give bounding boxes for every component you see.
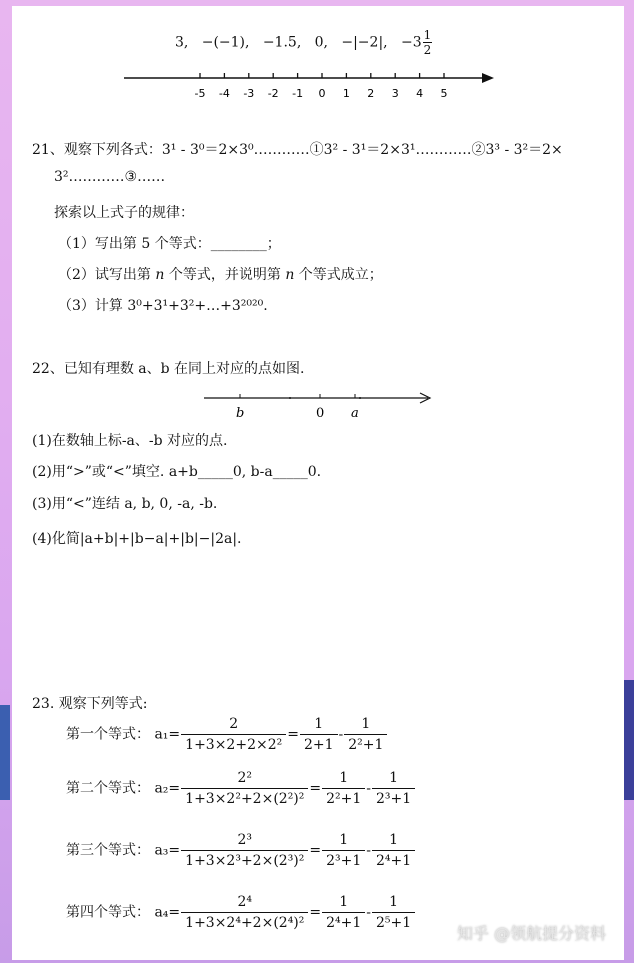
tick-label: 2 — [367, 87, 375, 100]
second-term: $\frac{1}{\text{2⁵+1}}$ — [372, 892, 415, 933]
q21-title: 21、观察下列各式：3¹ - 3⁰＝2×3⁰…………①3² - 3¹＝2×3¹…………②3³ - 3²＝2× — [32, 142, 563, 158]
number-item: 3, — [175, 34, 189, 51]
q22-title: 22、已知有理数 a、b 在同上对应的点如图. — [32, 361, 305, 377]
second-term: $\frac{1}{\text{2²+1}}$ — [344, 714, 387, 755]
first-term: $\frac{1}{2+1}$ — [300, 714, 338, 755]
tick-label: 4 — [416, 87, 424, 100]
q21-part1: （1）写出第 5 个等式：________； — [58, 236, 281, 252]
q21-explore: 探索以上式子的规律： — [54, 205, 194, 221]
q23-equation-2: 第二个等式： a₂= $\frac{\text{2²}}{\text{1+3×2²+2×(2²)²}}$ = $\frac{1}{\text{2²+1}}$ - $\frac{1}{\text{2³+1}}$ — [66, 768, 416, 809]
equation-label: 第四个等式： — [66, 904, 150, 921]
tick-label: -1 — [292, 87, 304, 100]
worksheet-page — [12, 6, 624, 960]
q23-equation-1: 第一个等式： a₁= $\frac{2}{\text{1+3×2+2×2²}}$ = $\frac{1}{2+1}$ - $\frac{1}{\text{2²+1}}$ — [66, 714, 388, 755]
number-item: 0, — [314, 34, 328, 51]
q21-part3: （3）计算 3⁰+3¹+3²+…+3²⁰²⁰. — [58, 298, 268, 314]
tick-label: -4 — [218, 87, 230, 100]
tick-label: 5 — [440, 87, 448, 100]
watermark: 知乎 @领航提分资料 — [456, 924, 606, 943]
q22-part3: (3)用“<”连结 a, b, 0, -a, -b. — [32, 496, 218, 512]
q22-part2: (2)用“>”或“<”填空. a+b_____0, b-a_____0. — [32, 464, 322, 480]
tick-label: 0 — [318, 87, 326, 100]
tick-label: 1 — [342, 87, 350, 100]
tick-label: -2 — [267, 87, 279, 100]
right-accent-bar — [624, 680, 634, 800]
equation-lhs: a₄= — [154, 904, 181, 921]
number-line-1 — [122, 68, 502, 102]
equation-label: 第一个等式： — [66, 726, 150, 743]
main-fraction: $\frac{\text{2⁴}}{\text{1+3×2⁴+2×(2⁴)²}}$ — [181, 892, 308, 933]
main-fraction: $\frac{\text{2²}}{\text{1+3×2²+2×(2²)²}}$ — [181, 768, 308, 809]
second-term: $\frac{1}{\text{2⁴+1}}$ — [372, 830, 415, 871]
main-fraction: $\frac{2}{\text{1+3×2+2×2²}}$ — [181, 714, 286, 755]
tick-label: 3 — [391, 87, 399, 100]
equation-label: 第二个等式： — [66, 780, 150, 797]
number-item: −3 — [400, 34, 422, 51]
tick-label: -3 — [243, 87, 255, 100]
q22-part4: (4)化简|a+b|+|b−a|+|b|−|2a|. — [32, 531, 242, 547]
point-label-a: a — [351, 406, 359, 421]
q21-title-cont: 3²…………③…… — [54, 169, 166, 185]
number-line-2 — [202, 388, 442, 422]
mixed-fraction: $\frac{1}{2}$ — [423, 28, 432, 57]
number-item: −1.5, — [262, 34, 302, 51]
first-term: $\frac{1}{\text{2²+1}}$ — [322, 768, 365, 809]
equation-lhs: a₃= — [154, 842, 181, 859]
second-term: $\frac{1}{\text{2³+1}}$ — [372, 768, 415, 809]
left-accent-bar — [0, 705, 10, 800]
number-item: −(−1), — [201, 34, 250, 51]
equation-lhs: a₂= — [154, 780, 181, 797]
number-item: −|−2|, — [341, 34, 388, 51]
main-fraction: $\frac{\text{2³}}{\text{1+3×2³+2×(2³)²}}$ — [181, 830, 308, 871]
tick-label: -5 — [194, 87, 206, 100]
point-label-b: b — [236, 406, 245, 421]
q22-part1: (1)在数轴上标-a、-b 对应的点. — [32, 433, 228, 449]
point-label-zero: 0 — [316, 406, 325, 421]
q23-title: 23. 观察下列等式: — [32, 696, 148, 712]
q23-equation-3: 第三个等式： a₃= $\frac{\text{2³}}{\text{1+3×2³+2×(2³)²}}$ = $\frac{1}{\text{2³+1}}$ - $\frac{1}{\text{2⁴+1}}$ — [66, 830, 416, 871]
q23-equation-4: 第四个等式： a₄= $\frac{\text{2⁴}}{\text{1+3×2⁴+2×(2⁴)²}}$ = $\frac{1}{\text{2⁴+1}}$ - $\frac{1}{\text{2⁵+1}}$ — [66, 892, 416, 933]
first-term: $\frac{1}{\text{2³+1}}$ — [322, 830, 365, 871]
equation-label: 第三个等式： — [66, 842, 150, 859]
first-term: $\frac{1}{\text{2⁴+1}}$ — [322, 892, 365, 933]
q21-part2: （2）试写出第 n 个等式，并说明第 n 个等式成立； — [58, 267, 383, 283]
number-list — [175, 28, 433, 57]
equation-lhs: a₁= — [154, 726, 181, 743]
